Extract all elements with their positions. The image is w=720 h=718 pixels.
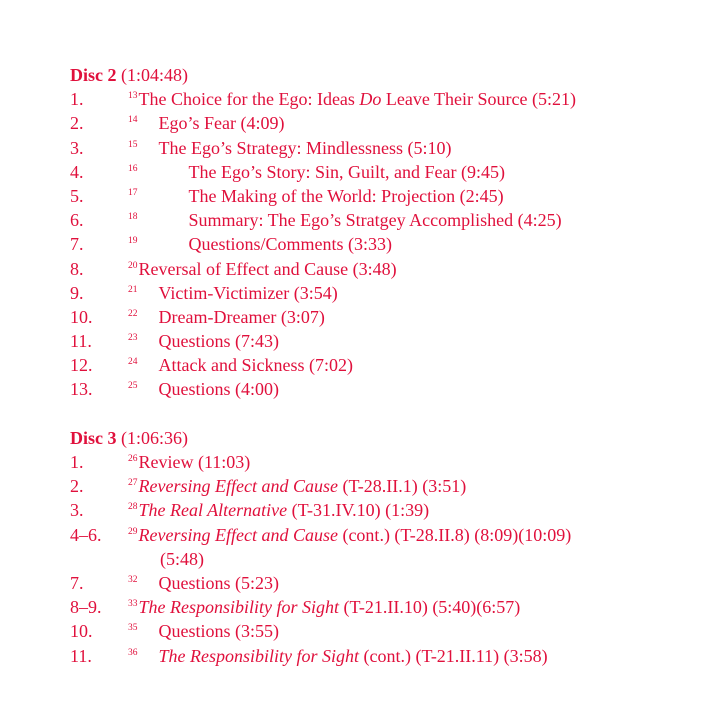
track-title — [128, 644, 548, 672]
title-text: Attack and Sickness (7:02) — [158, 355, 353, 376]
footnote-marker: 23 — [128, 333, 138, 344]
title-text: Reversing Effect and Cause — [138, 524, 338, 545]
title-text: Questions (7:43) — [158, 331, 279, 352]
title-text: Reversal of Effect and Cause (3:48) — [138, 258, 397, 279]
track-row — [70, 474, 710, 498]
track-number: 7. — [70, 234, 84, 255]
track-row — [70, 498, 710, 522]
title-text: Questions (5:23) — [158, 572, 279, 593]
footnote-marker: 21 — [128, 284, 138, 295]
title-text: Leave Their Source (5:21) — [381, 89, 577, 110]
track-continuation-row — [70, 547, 710, 571]
title-text: The Making of the World: Projection (2:45) — [188, 185, 504, 206]
disc-title: Disc 2 — [70, 65, 117, 85]
track-number: 1. — [70, 452, 84, 472]
track-number: 10. — [70, 306, 93, 327]
track-row — [70, 232, 710, 256]
disc-heading — [70, 63, 710, 87]
title-text: Ego’s Fear (4:09) — [158, 113, 285, 134]
track-row — [70, 136, 710, 160]
disc-duration: (1:06:36) — [116, 427, 188, 448]
footnote-marker: 19 — [128, 236, 138, 247]
disc-heading — [70, 426, 710, 450]
track-row — [70, 329, 710, 353]
footnote-marker: 20 — [128, 260, 138, 271]
footnote-marker: 27 — [128, 478, 138, 489]
disc-title: Disc 3 — [70, 427, 117, 448]
track-number: 8. — [70, 258, 84, 279]
footnote-marker: 18 — [128, 212, 138, 223]
track-number: 6. — [70, 210, 84, 231]
track-number: 11. — [70, 645, 92, 666]
footnote-marker: 32 — [128, 574, 138, 585]
title-text: Do — [359, 89, 382, 110]
track-row — [70, 571, 710, 595]
track-number: 2. — [70, 113, 84, 134]
track-row — [70, 353, 710, 377]
track-number: 5. — [70, 185, 84, 206]
footnote-marker: 29 — [128, 526, 138, 537]
track-number: 4. — [70, 161, 84, 182]
track-row — [70, 111, 710, 135]
track-number: 12. — [70, 355, 93, 376]
track-row — [70, 281, 710, 305]
track-row — [70, 87, 710, 111]
title-text: (T-28.II.1) (3:51) — [337, 476, 467, 497]
track-number: 3. — [70, 137, 84, 158]
track-number: 13. — [70, 379, 93, 400]
track-row — [70, 523, 710, 547]
title-text: Victim-Victimizer (3:54) — [158, 282, 338, 303]
footnote-marker: 22 — [128, 308, 138, 319]
footnote-marker: 25 — [128, 381, 138, 392]
track-continuation: (5:48) — [160, 548, 204, 569]
title-text: Questions (4:00) — [158, 379, 279, 400]
track-row — [70, 619, 710, 643]
disc-duration: (1:04:48) — [116, 65, 188, 85]
title-text: Questions (3:55) — [158, 621, 279, 642]
track-title — [128, 377, 279, 405]
footnote-marker: 36 — [128, 647, 138, 658]
footnote-marker: 13 — [128, 91, 138, 102]
footnote-marker: 28 — [128, 502, 138, 513]
title-text: Reversing Effect and Cause — [138, 476, 338, 497]
title-text: Review (11:03) — [138, 452, 251, 472]
footnote-marker: 16 — [128, 163, 138, 174]
track-number: 3. — [70, 500, 84, 521]
title-text: The Responsibility for Sight — [138, 597, 339, 618]
title-text: Questions/Comments (3:33) — [188, 234, 392, 255]
track-row — [70, 208, 710, 232]
title-text: Dream-Dreamer (3:07) — [158, 306, 325, 327]
footnote-marker: 33 — [128, 599, 138, 610]
track-row — [70, 257, 710, 281]
footnote-marker: 17 — [128, 187, 138, 198]
track-number: 1. — [70, 89, 84, 110]
footnote-marker: 14 — [128, 115, 138, 126]
track-listing — [70, 63, 710, 668]
title-text: (cont.) (T-28.II.8) (8:09)(10:09) — [337, 524, 572, 545]
track-number: 9. — [70, 282, 84, 303]
title-text: The Ego’s Strategy: Mindlessness (5:10) — [158, 137, 452, 158]
title-text: (T-31.IV.10) (1:39) — [287, 500, 430, 521]
track-row — [70, 305, 710, 329]
footnote-marker: 15 — [128, 139, 138, 150]
track-number: 7. — [70, 572, 84, 593]
title-text: Summary: The Ego’s Stratgey Accomplished (4:25) — [188, 210, 562, 231]
footnote-marker: 24 — [128, 357, 138, 368]
footnote-marker: 35 — [128, 623, 138, 634]
track-number: 2. — [70, 476, 84, 497]
footnote-marker: 26 — [128, 454, 138, 464]
track-row — [70, 160, 710, 184]
track-number: 4–6. — [70, 524, 102, 545]
track-row — [70, 377, 710, 401]
track-row — [70, 450, 710, 474]
title-text: The Ego’s Story: Sin, Guilt, and Fear (9:45) — [188, 161, 505, 182]
track-number: 8–9. — [70, 597, 102, 618]
track-number: 11. — [70, 331, 92, 352]
track-row — [70, 184, 710, 208]
track-row — [70, 644, 710, 668]
track-number: 10. — [70, 621, 93, 642]
title-text: (T-21.II.10) (5:40)(6:57) — [339, 597, 521, 618]
title-text: The Responsibility for Sight — [158, 645, 359, 666]
title-text: (cont.) (T-21.II.11) (3:58) — [359, 645, 548, 666]
title-text: The Real Alternative — [138, 500, 288, 521]
title-text: The Choice for the Ego: Ideas — [138, 89, 360, 110]
track-row — [70, 595, 710, 619]
